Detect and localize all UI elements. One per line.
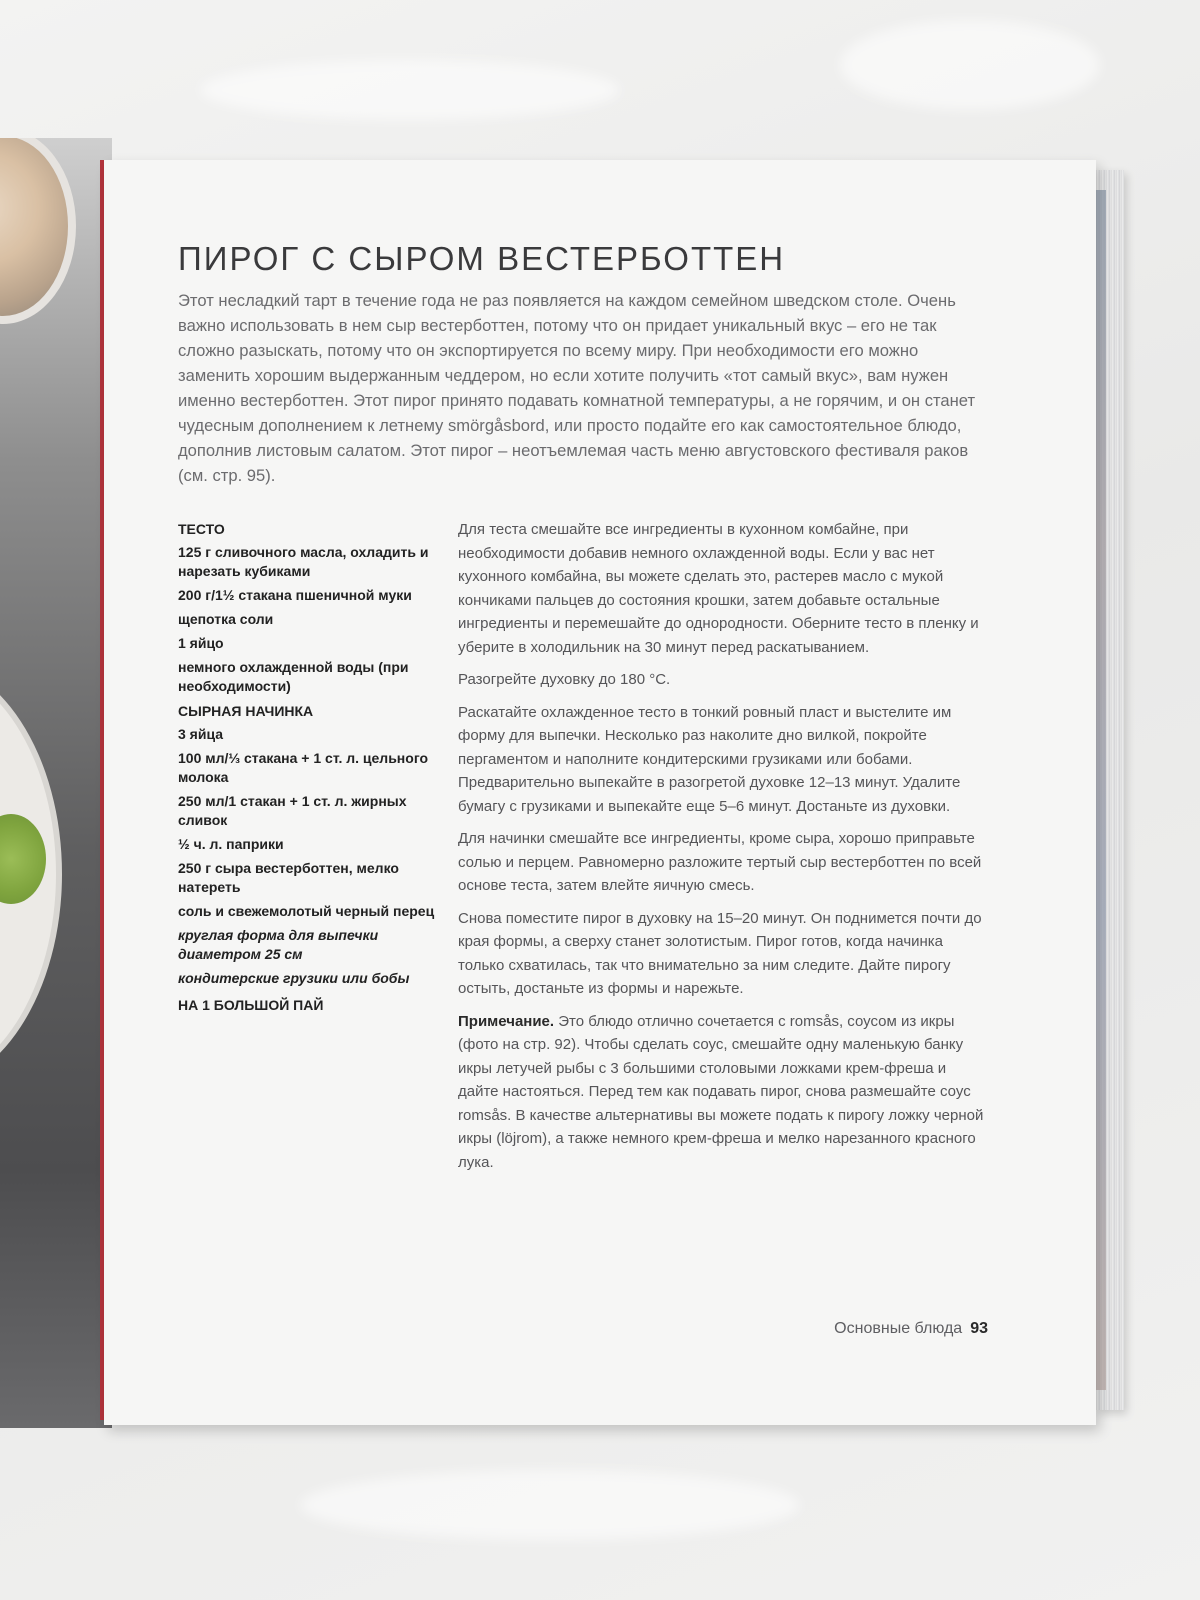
fabric-fold bbox=[840, 20, 1100, 110]
equipment-item: круглая форма для выпечки диаметром 25 см bbox=[178, 927, 379, 962]
ingredient-item: 100 мл/⅓ стакана + 1 ст. л. цельного молока bbox=[178, 750, 429, 785]
ingredient-item: 1 яйцо bbox=[178, 635, 224, 651]
page-edges bbox=[1096, 170, 1124, 1410]
recipe-note bbox=[458, 1010, 988, 1175]
section-name: Основные блюда bbox=[834, 1320, 963, 1337]
recipe-intro: Этот несладкий тарт в течение года не раз появляется на каждом семейном шведском столе. Очень важно использовать в нем сыр вестерботтен, потому что он придает уникальный вкус – его не так сложно разыскать, потому что он экспортируется по всему миру. При необходимости его можно заменить хорошим выдержанным чеддером, но если хотите получить «тот самый вкус», вам нужен именно вестерботтен. Этот пирог принято подавать комнатной температуры, а не горячим, и он станет чудесным дополнением к летнему smörgåsbord, или просто подайте его как самостоятельное блюдо, дополнив листовым салатом. Этот пирог – неотъемлемая часть меню августовского фестиваля раков (см. стр. 95). bbox=[178, 291, 976, 485]
method-step: Разогрейте духовку до 180 °С. bbox=[458, 671, 671, 688]
method-step: Раскатайте охлажденное тесто в тонкий ровный пласт и выстелите им форму для выпечки. Несколько раз наколите дно вилкой, покройте пергаментом и наполните кондитерскими грузиками или бобами. Предварительно выпекайте в разогретой духовке 12–13 минут. Удалите бумагу с грузиками и выпекайте еще 5–6 минут. Достаньте из духовки. bbox=[458, 703, 961, 815]
ingredient-item: 250 мл/1 стакан + 1 ст. л. жирных сливок bbox=[178, 793, 407, 828]
ingredient-item: немного охлажденной воды (при необходимости) bbox=[178, 659, 409, 694]
page-number: 93 bbox=[970, 1320, 988, 1337]
page-footer bbox=[834, 1320, 988, 1338]
ingredient-item: 3 яйца bbox=[178, 726, 224, 742]
plate-image bbox=[0, 138, 76, 324]
plate-image bbox=[0, 658, 62, 1090]
recipe-yield: НА 1 БОЛЬШОЙ ПАЙ bbox=[178, 997, 324, 1013]
method-step: Снова поместите пирог в духовку на 15–20 минут. Он поднимется почти до края формы, а сверху станет золотистым. Пирог готов, когда начинка только схватилась, так что внимательно за ним следите. Дайте пирогу остыть, достаньте из формы и нарежьте. bbox=[458, 909, 982, 997]
note-label: Примечание. bbox=[458, 1012, 555, 1030]
food-image bbox=[0, 814, 46, 904]
equipment-item: кондитерские грузики или бобы bbox=[178, 970, 410, 986]
ingredient-item: щепотка соли bbox=[178, 611, 274, 627]
left-page-photo bbox=[0, 138, 112, 1428]
fabric-fold bbox=[300, 1470, 800, 1540]
ingredient-item: соль и свежемолотый черный перец bbox=[178, 903, 435, 919]
dough-heading: ТЕСТО bbox=[178, 521, 225, 537]
ingredient-item: ½ ч. л. паприки bbox=[178, 836, 284, 852]
method-step: Для начинки смешайте все ингредиенты, кроме сыра, хорошо приправьте солью и перцем. Равномерно разложите тертый сыр вестерботтен по всей основе теста, затем влейте яичную смесь. bbox=[458, 830, 982, 894]
note-text: Это блюдо отлично сочетается с romsås, соусом из икры (фото на стр. 92). Чтобы сделать соус, смешайте одну маленькую банку икры летучей рыбы с 3 большими столовыми ложками крем-фреша и дайте настояться. Перед тем как подавать пирог, снова размешайте соус romsås. В качестве альтернативы вы можете подать к пирогу ложку черной икры (löjrom), а также немного крем-фреша и мелко нарезанного красного лука. bbox=[458, 1012, 984, 1171]
recipe-title: ПИРОГ С СЫРОМ ВЕСТЕРБОТТЕН bbox=[178, 240, 786, 278]
fabric-fold bbox=[200, 60, 620, 120]
method-text bbox=[458, 518, 988, 1183]
ingredient-item: 250 г сыра вестерботтен, мелко натереть bbox=[178, 860, 399, 895]
page-edge-strip bbox=[1096, 190, 1106, 1390]
filling-heading: СЫРНАЯ НАЧИНКА bbox=[178, 703, 314, 719]
ingredient-item: 200 г/1½ стакана пшеничной муки bbox=[178, 587, 412, 603]
book-page bbox=[104, 160, 1096, 1425]
ingredient-item: 125 г сливочного масла, охладить и нарезать кубиками bbox=[178, 544, 429, 579]
ingredients-list bbox=[178, 520, 438, 1015]
method-step: Для теста смешайте все ингредиенты в кухонном комбайне, при необходимости добавив немного охлажденной воды. Если у вас нет кухонного комбайна, вы можете сделать это, растерев масло с мукой кончиками пальцев до состояния крошки, затем добавьте остальные ингредиенты и перемешайте до однородности. Оберните тесто в пленку и уберите в холодильник на 30 минут перед раскатыванием. bbox=[458, 521, 979, 656]
